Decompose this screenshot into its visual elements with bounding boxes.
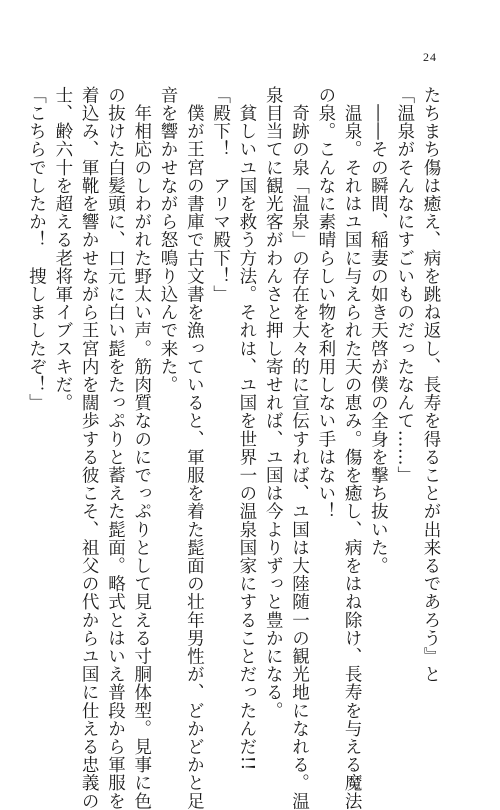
text-line: 着込み、軍靴を響かせながら王宮内を闊歩する彼こそ、祖父の代からユ国に仕える忠義の bbox=[79, 86, 100, 810]
text-line: たちまち傷は癒え、病を跳ね返し、長寿を得ることが出来るであろう』と bbox=[421, 86, 441, 684]
text-line: 温泉。それはユ国に与えられた天の恵み。傷を癒し、病をはね除け、長寿を与える魔法 bbox=[342, 86, 363, 810]
text-line: 僕が王宮の書庫で古文書を漁っていると、軍服を着た髭面の壮年男性が、どかどかと足 bbox=[184, 86, 205, 810]
text-line: 「こちらでしたか！ 捜しましたぞ！」 bbox=[26, 86, 47, 412]
text-line: 「温泉がそんなにすごいものだったなんて……」 bbox=[394, 86, 415, 485]
text-line: 年相応のしわがれた野太い声。筋肉質なのにでっぷりとして見える寸胴体型。見事に色 bbox=[131, 86, 152, 810]
text-line: 泉目当てに観光客がわんさと押し寄せれば、ユ国は今よりずっと豊かになる。 bbox=[263, 86, 284, 720]
novel-text-block bbox=[23, 86, 444, 810]
text-line: ――その瞬間、稲妻の如き天啓が僕の全身を撃ち抜いた。 bbox=[368, 86, 389, 575]
text-line: 貧しいユ国を救う方法。それは、ユ国を世界一の温泉国家にすることだったんだ!! bbox=[236, 86, 257, 771]
text-line: 奇跡の泉「温泉」の存在を大々的に宣伝すれば、ユ国は大陸随一の観光地になれる。温 bbox=[289, 86, 310, 810]
text-line: 「殿下！ アリマ殿下！」 bbox=[210, 86, 231, 304]
text-line: 士、齢六十を超える老将軍イブスキだ。 bbox=[52, 86, 73, 412]
text-line: の抜けた白髪頭に、口元に白い髭をたっぷりと蓄えた髭面。略式とはいえ普段から軍服を bbox=[105, 86, 126, 810]
text-line: 音を響かせながら怒鳴り込んで来た。 bbox=[158, 86, 179, 394]
text-line: の泉。こんなに素晴らしい物を利用しない手はない！ bbox=[315, 86, 336, 521]
page-number: 24 bbox=[423, 50, 437, 64]
